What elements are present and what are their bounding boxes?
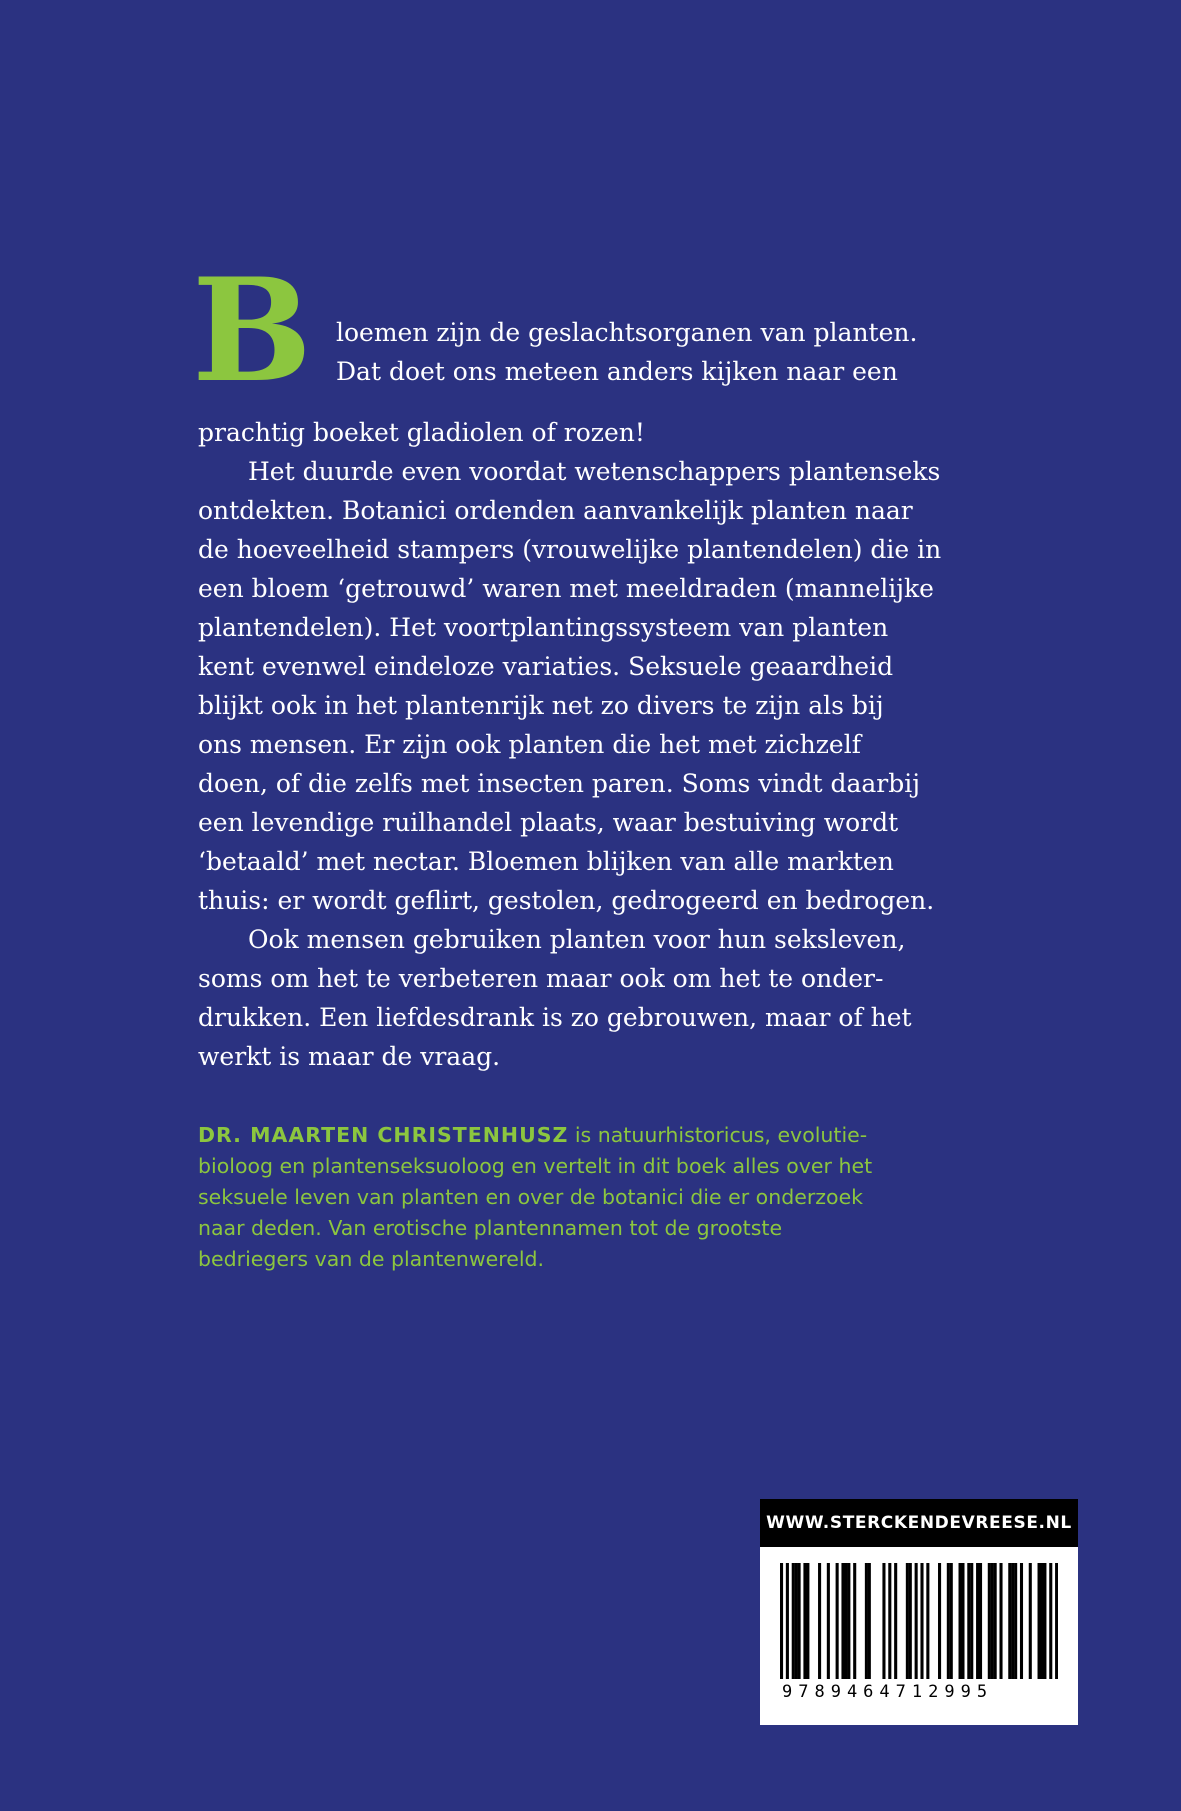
blurb-line: plantendelen). Het voortplantingssysteem van planten (198, 613, 889, 642)
bio-line: naar deden. Van erotische plantennamen tot de grootste (198, 1216, 783, 1240)
blurb-line: een bloem ‘getrouwd’ waren met meeldraden (mannelijke (198, 574, 934, 603)
barcode-bar (1043, 1563, 1046, 1679)
blurb-line: een levendige ruilhandel plaats, waar bestuiving wordt (198, 808, 899, 837)
blurb-line: loemen zijn de geslachtsorganen van planten. (336, 318, 918, 347)
barcode-bar (868, 1563, 871, 1679)
barcode-bar (994, 1563, 997, 1679)
bio-line: bedriegers van de plantenwereld. (198, 1247, 545, 1271)
blurb-line: ‘betaald’ met nectar. Bloemen blijken van alle markten (198, 847, 894, 876)
blurb-line: prachtig boeket gladiolen of rozen! (198, 418, 645, 447)
author-bio (198, 1120, 958, 1275)
blurb-line: thuis: er wordt geflirt, gestolen, gedrogeerd en bedrogen. (198, 886, 935, 915)
barcode-bar (906, 1563, 909, 1679)
barcode-bar (1020, 1563, 1023, 1679)
barcode-bar (780, 1563, 783, 1679)
barcode-bar (847, 1563, 850, 1679)
blurb-line: ontdekten. Botanici ordenden aanvankelijk planten naar (198, 496, 913, 525)
bio-line (198, 1120, 958, 1151)
barcode-bar (1040, 1563, 1043, 1679)
barcode-bar (988, 1563, 991, 1679)
barcode-bar (827, 1563, 830, 1679)
barcode-bar (865, 1563, 868, 1679)
barcode-bar (1038, 1563, 1041, 1679)
barcode-bar (1055, 1563, 1058, 1679)
bio-line-rest: is natuurhistoricus, evolutie- (568, 1123, 868, 1147)
barcode-bar (961, 1563, 964, 1679)
blurb-line: de hoeveelheid stampers (vrouwelijke plantendelen) die in (198, 535, 942, 564)
barcode-bar (915, 1563, 918, 1679)
barcode-bar (967, 1563, 970, 1679)
blurb-line: Ook mensen gebruiken planten voor hun seksleven, (248, 925, 906, 954)
barcode-bar (959, 1563, 962, 1679)
publisher-website: WWW.STERCKENDEVREESE.NL (760, 1499, 1078, 1547)
blurb (192, 248, 958, 1076)
barcode-bar (798, 1563, 801, 1679)
barcode-label (760, 1499, 1078, 1725)
blurb-line: doen, of die zelfs met insecten paren. Soms vindt daarbij (198, 769, 920, 798)
barcode-bar (803, 1563, 806, 1679)
blurb-line: ons mensen. Er zijn ook planten die het met zichzelf (198, 730, 861, 759)
paragraph-1-rest (198, 413, 958, 452)
barcode-bar (1049, 1563, 1052, 1679)
author-name: DR. MAARTEN CHRISTENHUSZ (198, 1123, 569, 1147)
bio-line: seksuele leven van planten en over de botanici die er onderzoek (198, 1185, 864, 1209)
barcode-bar (786, 1563, 789, 1679)
barcode-bar (991, 1563, 994, 1679)
bio-line: bioloog en plantenseksuoloog en vertelt in dit boek alles over het (198, 1154, 873, 1178)
blurb-line: werkt is maar de vraag. (198, 1042, 501, 1071)
barcode-bar (1011, 1563, 1014, 1679)
drop-cap: B (192, 248, 313, 414)
blurb-line: Dat doet ons meteen anders kijken naar een (336, 357, 898, 386)
barcode-bar (999, 1563, 1002, 1679)
barcode-bar (1008, 1563, 1011, 1679)
barcode-bar (976, 1563, 979, 1679)
blurb-line: kent evenwel eindeloze variaties. Seksuele geaardheid (198, 652, 894, 681)
blurb-line: Het duurde even voordat wetenschappers plantenseks (248, 457, 941, 486)
barcode-bar (947, 1563, 950, 1679)
barcode-bar (979, 1563, 982, 1679)
barcode-bar (806, 1563, 809, 1679)
barcode-bar (818, 1563, 821, 1679)
barcode-bar (894, 1563, 897, 1679)
barcode-bar (909, 1563, 912, 1679)
barcode-bar (882, 1563, 885, 1679)
barcode-bar (795, 1563, 798, 1679)
barcode-bar (938, 1563, 941, 1679)
barcode-bar (841, 1563, 844, 1679)
barcode-bar (844, 1563, 847, 1679)
barcode-bar (853, 1563, 856, 1679)
isbn-digits: 9789464712995 (782, 1682, 994, 1702)
barcode-bar (926, 1563, 929, 1679)
barcode-bar (792, 1563, 795, 1679)
blurb-line: drukken. Een liefdesdrank is zo gebrouwen, maar of het (198, 1003, 912, 1032)
barcode-bar (1014, 1563, 1017, 1679)
barcode (780, 1563, 1058, 1679)
barcode-bar (888, 1563, 891, 1679)
paragraph-2 (198, 452, 958, 920)
barcode-bar (920, 1563, 923, 1679)
barcode-bar (970, 1563, 973, 1679)
paragraph-3 (198, 920, 958, 1076)
barcode-bar (950, 1563, 953, 1679)
blurb-line: blijkt ook in het plantenrijk net zo divers te zijn als bij (198, 691, 884, 720)
barcode-bar (1029, 1563, 1032, 1679)
blurb-line: soms om het te verbeteren maar ook om het te onder- (198, 964, 884, 993)
barcode-bar (836, 1563, 839, 1679)
first-paragraph-opening (192, 248, 958, 414)
